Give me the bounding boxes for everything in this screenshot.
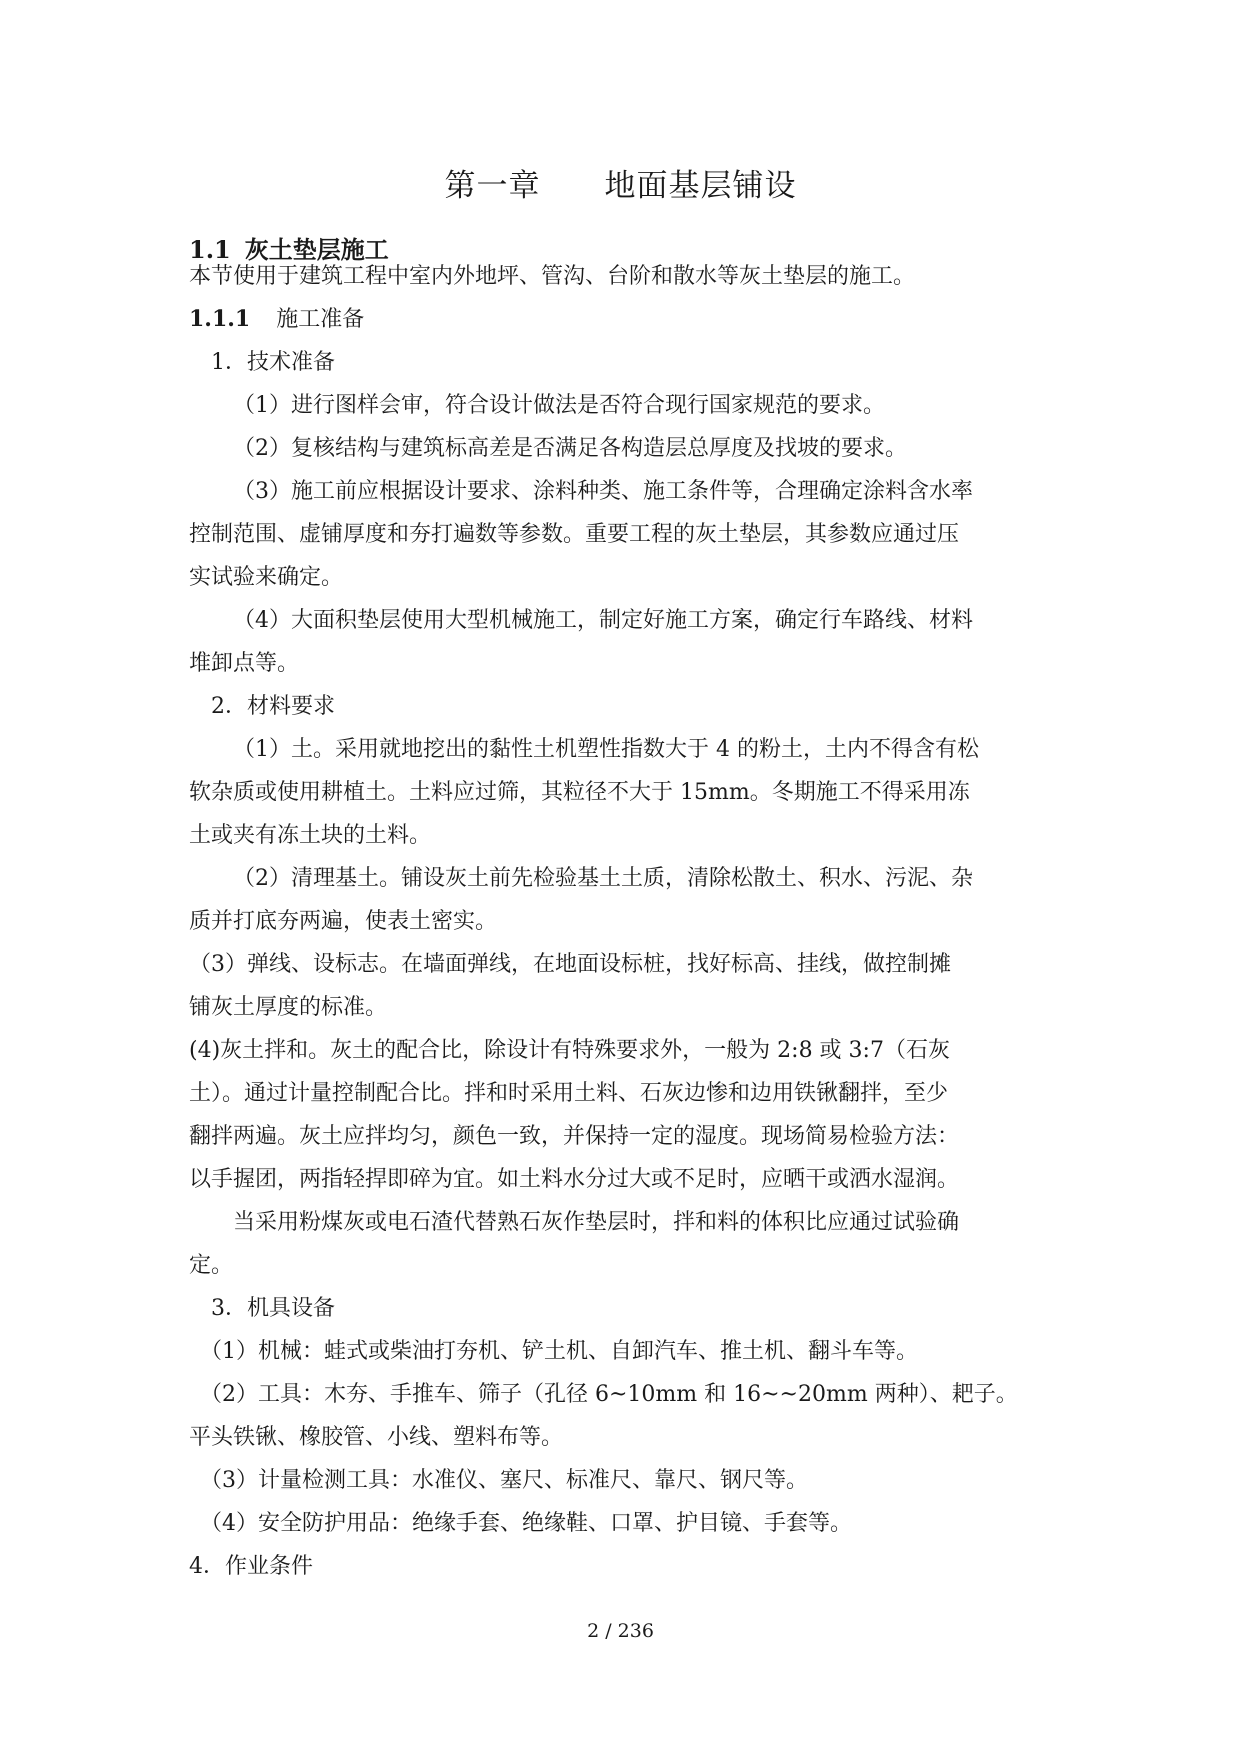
text-line: 平头铁锹、橡胶管、小线、塑料布等。 [189,1425,564,1450]
section-number: 1.1 [189,235,231,264]
list-heading-tech: 1．技术准备 [211,350,335,375]
text-line: （3）弹线、设标志。在墙面弹线，在地面设标桩，找好标高、挂线，做控制摊 [189,952,951,977]
list-heading-conditions: 4．作业条件 [189,1554,313,1579]
text-line: （3）计量检测工具：水准仪、塞尺、标准尺、靠尺、钢尺等。 [200,1468,808,1493]
text-line: 翻拌两遍。灰土应拌均匀，颜色一致，并保持一定的湿度。现场简易检验方法： [189,1124,960,1149]
chapter-title: 第一章 地面基层铺设 [444,168,797,204]
text-line: 土或夹有冻土块的土料。 [189,823,432,848]
text-line: （1）进行图样会审，符合设计做法是否符合现行国家规范的要求。 [233,393,885,418]
text-line: （4）安全防护用品：绝缘手套、绝缘鞋、口罩、护目镜、手套等。 [200,1511,852,1536]
text-line: 质并打底夯两遍，使表土密实。 [189,909,498,934]
page-number: 2 / 236 [587,1620,654,1642]
text-line: （2）工具：木夯、手推车、筛子（孔径 6~10mm 和 16~~20mm 两种）、耙子。 [200,1382,1018,1407]
text-line: 以手握团，两指轻捍即碎为宜。如土料水分过大或不足时，应晒干或洒水湿润。 [189,1167,960,1192]
text-line: 铺灰土厚度的标准。 [189,995,388,1020]
text-line: （2）清理基土。铺设灰土前先检验基土土质，清除松散土、积水、污泥、杂 [233,866,973,891]
subsection-heading [189,298,1063,341]
text-line: （3）施工前应根据设计要求、涂料种类、施工条件等，合理确定涂料含水率 [233,479,973,504]
text-line: 软杂质或使用耕植土。土料应过筛，其粒径不大于 15mm。冬期施工不得采用冻 [189,780,970,805]
list-heading-equipment: 3．机具设备 [211,1296,335,1321]
intro-paragraph: 本节使用于建筑工程中室内外地坪、管沟、台阶和散水等灰土垫层的施工。 [189,264,916,289]
text-line: 定。 [189,1253,234,1278]
text-line: （1）机械：蛙式或柴油打夯机、铲土机、自卸汽车、推土机、翻斗车等。 [200,1339,918,1364]
text-line: 堆卸点等。 [189,651,300,676]
text-line: 当采用粉煤灰或电石渣代替熟石灰作垫层时，拌和料的体积比应通过试验确 [233,1210,960,1235]
body-text [189,255,1063,1588]
list-heading-materials: 2．材料要求 [211,694,335,719]
subsection-number: 1.1.1 [189,306,251,332]
text-line: (4)灰土拌和。灰土的配合比，除设计有特殊要求外，一般为 2:8 或 3:7（石灰 [189,1038,950,1063]
text-line: （4）大面积垫层使用大型机械施工，制定好施工方案，确定行车路线、材料 [233,608,973,633]
text-line: 土）。通过计量控制配合比。拌和时采用土料、石灰边惨和边用铁锹翻拌，至少 [189,1081,949,1106]
text-line: 控制范围、虚铺厚度和夯打遍数等参数。重要工程的灰土垫层，其参数应通过压 [189,522,960,547]
text-line: （1）土。采用就地挖出的黏性土机塑性指数大于 4 的粉土，土内不得含有松 [233,737,979,762]
text-line: （2）复核结构与建筑标高差是否满足各构造层总厚度及找坡的要求。 [233,436,907,461]
subsection-title: 施工准备 [276,307,365,332]
text-line: 实试验来确定。 [189,565,344,590]
section-title: 灰土垫层施工 [244,235,389,264]
